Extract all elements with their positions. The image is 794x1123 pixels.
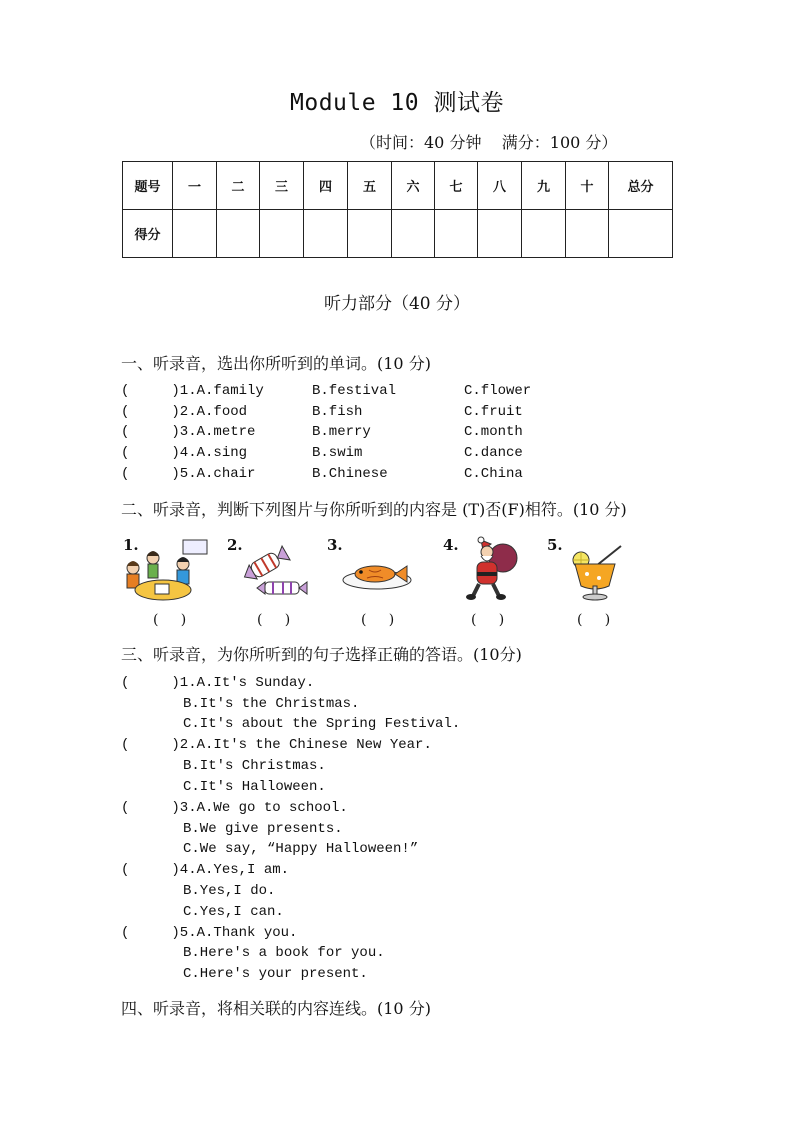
score-label-cell: 得分 [123,210,173,258]
q3-option-a-text: ( )4.A.Yes,I am. [121,862,290,878]
q1-option-a[interactable]: ( )1.A.family [121,383,264,399]
q3-option-a-text: ( )3.A.We go to school. [121,800,348,816]
picture-number: 1. [123,536,139,554]
candy-picture [227,534,317,628]
picture-number: 2. [227,536,243,554]
score-cell[interactable] [304,210,348,258]
answer-blank[interactable]: ( ) [471,612,505,628]
score-cell[interactable] [173,210,217,258]
score-cell[interactable] [522,210,566,258]
q3-option-a-text: ( )1.A.It's Sunday. [121,675,315,691]
header-cell: 五 [348,162,392,210]
score-cell[interactable] [217,210,260,258]
picture-number: 4. [443,536,459,554]
header-cell: 七 [435,162,478,210]
answer-blank[interactable]: ( ) [257,612,291,628]
santa-picture [441,534,527,628]
q1-option-c[interactable]: C.fruit [464,404,523,420]
q1-option-a[interactable]: ( )3.A.metre [121,424,256,440]
q3-option-b[interactable]: B.We give presents. [183,821,343,837]
q3-option-b[interactable]: B.It's Christmas. [183,758,326,774]
answer-blank[interactable]: ( ) [361,612,395,628]
q2-heading: 二、听录音，判断下列图片与你所听到的内容是 (T)否(F)相符。(10 分) [121,500,627,519]
q1-item [121,445,523,465]
q1-option-a[interactable]: ( )5.A.chair [121,466,256,482]
score-cell[interactable] [566,210,609,258]
q1-option-c[interactable]: C.month [464,424,523,440]
q4-heading: 四、听录音，将相关联的内容连线。(10 分) [121,999,431,1018]
q1-option-b[interactable]: B.swim [312,445,363,461]
q1-option-c[interactable]: C.flower [464,383,532,399]
q3-option-b[interactable]: B.Yes,I do. [183,883,276,899]
header-cell: 四 [304,162,348,210]
family-dinner-picture [121,534,213,628]
listening-section-heading: 听力部分（40 分） [323,294,471,314]
q3-option-a-text: ( )5.A.Thank you. [121,925,298,941]
q1-item [121,404,523,424]
header-cell: 十 [566,162,609,210]
header-cell: 一 [173,162,217,210]
q3-option-c[interactable]: C.Here's your present. [183,966,368,982]
q1-option-b[interactable]: B.merry [312,424,371,440]
score-table-score-row [123,210,673,258]
header-cell: 二 [217,162,260,210]
header-cell: 题号 [123,162,173,210]
score-cell[interactable] [435,210,478,258]
q3-option-c[interactable]: C.It's Halloween. [183,779,326,795]
fish-picture [327,534,419,628]
score-cell[interactable] [478,210,522,258]
answer-blank[interactable]: ( ) [153,612,187,628]
q1-option-a[interactable]: ( )2.A.food [121,404,248,420]
q3-option-c[interactable]: C.It's about the Spring Festival. [183,716,461,732]
q3-option-c[interactable]: C.We say, “Happy Halloween!” [183,841,419,857]
header-cell: 六 [392,162,435,210]
picture-number: 5. [547,536,563,554]
score-cell[interactable] [392,210,435,258]
q1-item [121,466,523,486]
score-cell[interactable] [260,210,304,258]
q1-option-a[interactable]: ( )4.A.sing [121,445,248,461]
exam-info: （时间：40 分钟 满分：100 分） [360,133,618,152]
q3-heading: 三、听录音，为你所听到的句子选择正确的答语。(10分) [121,645,522,664]
q3-option-c[interactable]: C.Yes,I can. [183,904,284,920]
q3-option-b[interactable]: B.Here's a book for you. [183,945,385,961]
q3-option-a-text: ( )2.A.It's the Chinese New Year. [121,737,432,753]
score-cell[interactable] [348,210,392,258]
score-table-header-row [123,162,673,210]
score-cell[interactable] [609,210,673,258]
header-cell: 九 [522,162,566,210]
score-table [122,161,673,258]
q1-heading: 一、听录音，选出你所听到的单词。(10 分) [121,354,431,373]
header-cell: 总分 [609,162,673,210]
q1-item [121,424,523,444]
q1-option-c[interactable]: C.China [464,466,523,482]
q1-item [121,383,532,403]
drink-picture [545,534,635,628]
q1-option-b[interactable]: B.festival [312,383,397,399]
header-cell: 八 [478,162,522,210]
picture-number: 3. [327,536,343,554]
answer-blank[interactable]: ( ) [577,612,611,628]
q2-pictures [121,534,641,630]
header-cell: 三 [260,162,304,210]
q3-option-b[interactable]: B.It's the Christmas. [183,696,360,712]
q1-option-c[interactable]: C.dance [464,445,523,461]
page-title: Module 10 测试卷 [290,90,504,116]
q1-option-b[interactable]: B.Chinese [312,466,388,482]
q1-option-b[interactable]: B.fish [312,404,363,420]
